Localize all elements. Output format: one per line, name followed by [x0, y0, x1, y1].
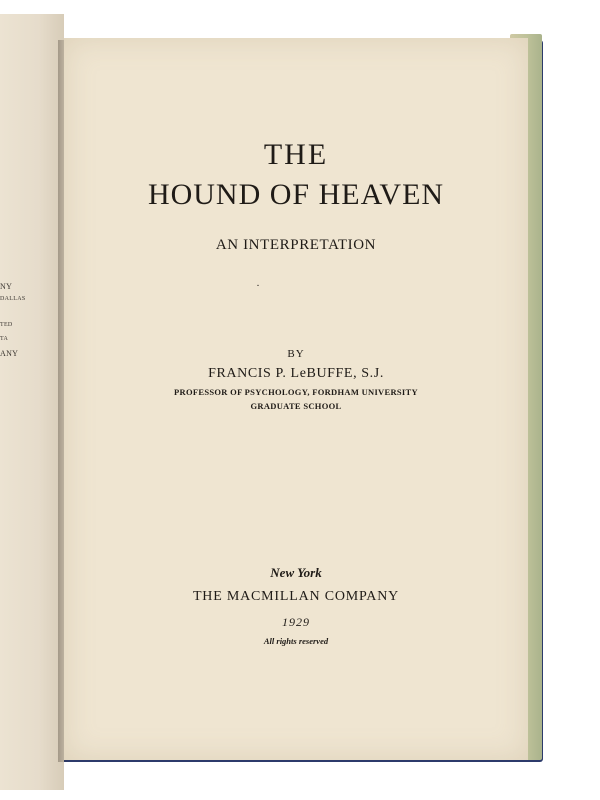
left-page-fragment: NY [0, 282, 13, 291]
left-page-fragment: TED [0, 322, 13, 328]
publisher-name: THE MACMILLAN COMPANY [192, 589, 400, 604]
left-page [0, 14, 64, 790]
publisher-city: New York [270, 565, 322, 580]
title-page [64, 38, 528, 760]
author-name: FRANCIS P. LeBUFFE, S.J. [208, 366, 384, 381]
left-page-fragment: DALLAS [0, 296, 26, 302]
title-line-2: HOUND OF HEAVEN [147, 178, 445, 211]
rights-notice: All rights reserved [263, 636, 329, 646]
author-role-line-2: GRADUATE SCHOOL [250, 401, 342, 411]
by-label: BY [287, 348, 305, 360]
subtitle: AN INTERPRETATION [215, 237, 377, 253]
ornament-dot: . [256, 278, 260, 289]
author-role-line-1: PROFESSOR OF PSYCHOLOGY, FORDHAM UNIVERSITY [174, 387, 418, 397]
left-page-fragment: TA [0, 336, 9, 342]
title-line-1: THE [263, 138, 329, 171]
publication-year: 1929 [282, 615, 310, 629]
left-page-fragment: ANY [0, 349, 19, 358]
